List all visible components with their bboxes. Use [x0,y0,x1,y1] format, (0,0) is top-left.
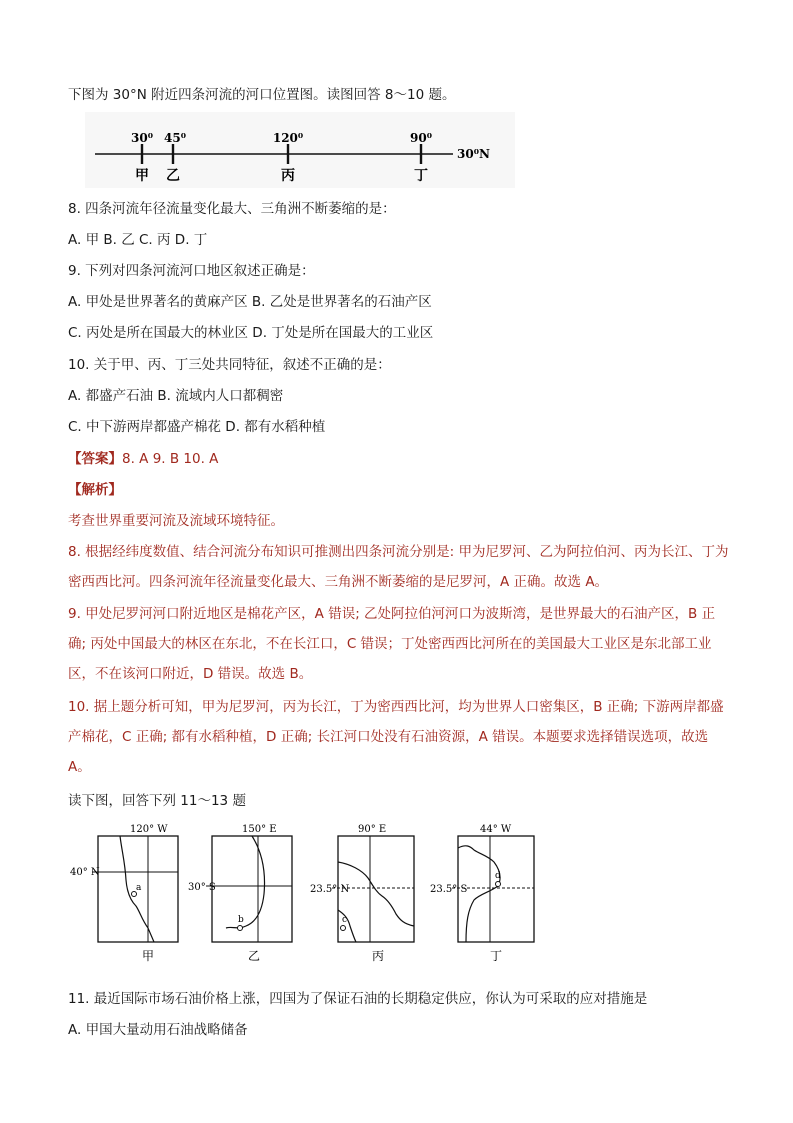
map-jia [70,824,178,963]
map-bing [310,824,414,963]
answer-text: 8. A 9. B 10. A [122,451,219,467]
svg-text:乙: 乙 [248,949,261,963]
map-yi [188,824,292,963]
analysis-q10: 10. 据上题分析可知，甲为尼罗河，丙为长江，丁为密西西比河，均为世界人口密集区，B 正确; 下游两岸都盛产棉花，C 正确; 都有水稻种植，D 正确; 长江河口处没有石油资源，A 错误。本题要求选择错误选项，故选 A。 [68,699,724,775]
intro-text-2: 读下图，回答下列 11～13 题 [68,793,246,809]
coastline-yi [226,836,265,928]
analysis-tag: 【解析】 [68,482,122,498]
svg-text:23.5° N: 23.5° N [310,884,350,895]
q8-options: A. 甲 B. 乙 C. 丙 D. 丁 [68,232,208,248]
q10-options-2: C. 中下游两岸都盛产棉花 D. 都有水稻种植 [68,419,326,435]
lon-label-bing: 120⁰ [272,131,304,145]
four-maps-svg [70,822,550,972]
svg-text:90° E: 90° E [358,824,387,835]
q11-stem: 11. 最近国际市场石油价格上涨，四国为了保证石油的长期稳定供应，你认为可采取的应对措施是 [68,991,648,1007]
lon-label-ding: 90⁰ [410,131,432,145]
svg-text:丙: 丙 [372,949,385,963]
coastline-bing-1 [338,862,414,926]
river-mouth-diagram-svg [85,112,515,188]
label-yi: 乙 [166,168,180,184]
q10-stem: 10. 关于甲、丙、丁三处共同特征，叙述不正确的是： [68,357,391,373]
svg-text:c: c [342,915,348,925]
point-d [496,882,501,887]
map-ding [430,824,534,963]
q11-option-a: A. 甲国大量动用石油战略储备 [68,1022,248,1038]
four-maps-figure [70,822,550,972]
label-ding: 丁 [414,168,428,184]
label-bing: 丙 [281,168,295,184]
lon-label-yi: 45⁰ [164,131,186,145]
intro-text-1: 下图为 30°N 附近四条河流的河口位置图。读图回答 8～10 题。 [68,87,456,103]
answer-line [68,450,218,468]
svg-text:30° S: 30° S [188,882,216,893]
point-b [238,926,243,931]
q9-options-2: C. 丙处是所在国最大的林业区 D. 丁处是所在国最大的工业区 [68,325,434,341]
svg-text:44° W: 44° W [480,824,512,835]
analysis-q8: 8. 根据经纬度数值、结合河流分布知识可推测出四条河流分别是: 甲为尼罗河、乙为阿拉伯河、丙为长江、丁为密西西比河。四条河流年径流量变化最大、三角洲不断萎缩的是尼罗河，A 正确。故选 A。 [68,544,729,590]
q9-options-1: A. 甲处是世界著名的黄麻产区 B. 乙处是世界著名的石油产区 [68,294,432,310]
lon-label-jia: 30⁰ [131,131,153,145]
q10-options-1: A. 都盛产石油 B. 流域内人口都稠密 [68,388,284,404]
analysis-intro: 考查世界重要河流及流域环境特征。 [68,513,284,529]
svg-text:丁: 丁 [490,949,503,963]
svg-text:120° W: 120° W [130,824,168,835]
answer-tag: 【答案】 [68,451,122,467]
label-jia: 甲 [135,168,149,184]
q8-stem: 8. 四条河流年径流量变化最大、三角洲不断萎缩的是： [68,201,396,217]
lat-label: 30⁰N [457,147,490,161]
point-c [341,926,346,931]
svg-text:d: d [495,871,501,881]
svg-text:40° N: 40° N [70,867,100,878]
q9-stem: 9. 下列对四条河流河口地区叙述正确是： [68,263,315,279]
svg-text:a: a [136,883,142,893]
svg-text:b: b [238,915,244,925]
svg-text:150° E: 150° E [242,824,277,835]
river-mouth-diagram [85,112,515,188]
analysis-q9: 9. 甲处尼罗河河口附近地区是棉花产区，A 错误; 乙处阿拉伯河河口为波斯湾，是世界最大的石油产区，B 正确; 丙处中国最大的林区在东北，不在长江口，C 错误；丁处密西西比河所在的美国最大工业区是东北部工业区，不在该河口附近，D 错误。故选 B。 [68,606,716,682]
svg-text:23.5° S: 23.5° S [430,884,468,895]
svg-text:甲: 甲 [142,949,155,963]
